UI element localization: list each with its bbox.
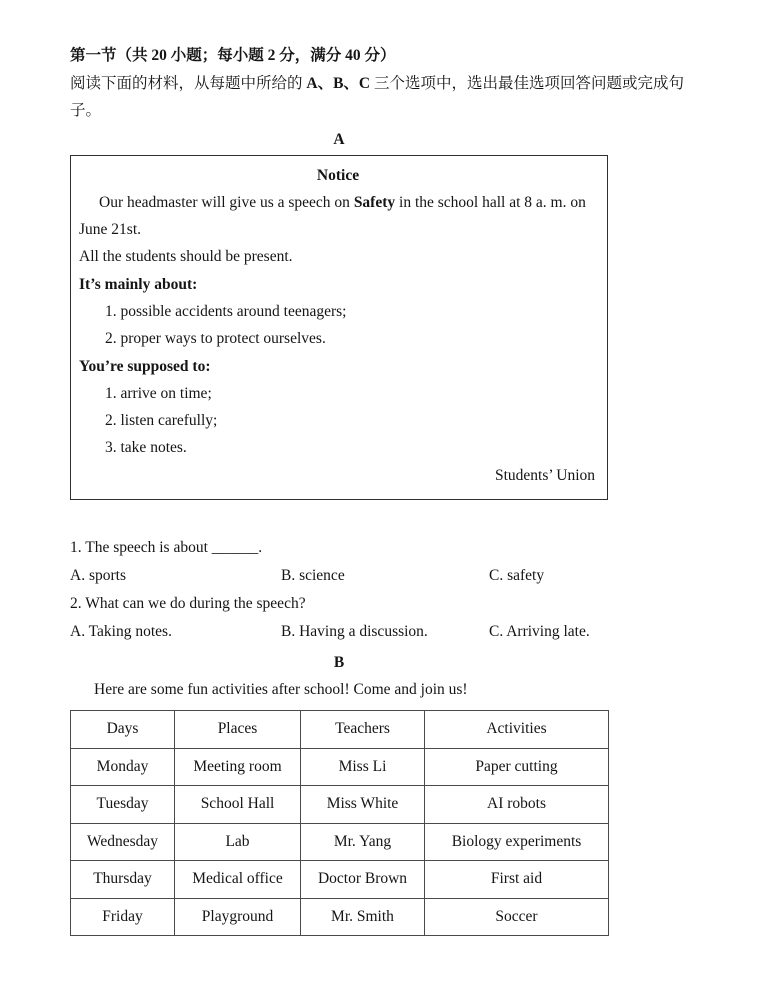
table-cell: Mr. Yang (301, 823, 425, 861)
table-cell: Paper cutting (425, 748, 609, 786)
table-cell: Doctor Brown (301, 861, 425, 899)
question-2-option-b: B. Having a discussion. (281, 623, 428, 641)
notice-box (70, 155, 608, 501)
section-instructions (70, 42, 700, 125)
table-row (71, 898, 609, 936)
notice-supposed-item: 3. take notes. (105, 439, 187, 457)
table-row (71, 823, 609, 861)
question-1-option-b: B. science (281, 567, 345, 585)
table-row (71, 748, 609, 786)
instruction-heading: 第一节（共 20 小题；每小题 2 分，满分 40 分） (70, 47, 396, 64)
table-cell: Friday (71, 898, 175, 936)
section-a-label: A (333, 130, 345, 148)
notice-paragraph-1 (79, 189, 597, 244)
table-header-activities: Activities (425, 711, 609, 749)
table-cell: Playground (175, 898, 301, 936)
notice-title: Notice (316, 166, 360, 184)
question-2-stem: 2. What can we do during the speech? (70, 595, 306, 613)
table-cell: Miss White (301, 786, 425, 824)
section-b-intro: Here are some fun activities after school! Come and join us! (94, 681, 468, 699)
notice-paragraph-2: All the students should be present. (79, 248, 293, 266)
table-header-days: Days (71, 711, 175, 749)
question-1-stem: 1. The speech is about ______. (70, 539, 263, 557)
table-cell: Medical office (175, 861, 301, 899)
table-row (71, 861, 609, 899)
activities-table (70, 710, 609, 936)
instruction-body-pre: 阅读下面的材料，从每题中所给的 (70, 74, 307, 92)
instruction-body-post: 三个选项中，选出最佳选项回答问题或完成句子。 (70, 74, 685, 119)
notice-supposed-item: 2. listen carefully; (105, 412, 218, 430)
table-header-places: Places (175, 711, 301, 749)
table-cell: AI robots (425, 786, 609, 824)
notice-signature: Students’ Union (494, 466, 595, 484)
notice-supposed-heading: You’re supposed to: (79, 357, 211, 375)
table-row (71, 786, 609, 824)
table-cell: Lab (175, 823, 301, 861)
section-b-label: B (333, 654, 345, 672)
notice-mainly-heading: It’s mainly about: (79, 275, 198, 293)
notice-paragraph-1-bold: Safety (353, 193, 396, 211)
notice-paragraph-1-post: in the school hall at 8 a. m. on June 21st. (79, 193, 586, 239)
table-cell: Biology experiments (425, 823, 609, 861)
table-cell: Mr. Smith (301, 898, 425, 936)
question-2-option-a: A. Taking notes. (70, 623, 172, 641)
table-header-row (71, 711, 609, 749)
table-cell: First aid (425, 861, 609, 899)
table-cell: Wednesday (71, 823, 175, 861)
table-cell: Soccer (425, 898, 609, 936)
instruction-body (70, 70, 700, 125)
notice-paragraph-1-pre: Our headmaster will give us a speech on (99, 193, 354, 211)
table-cell: Meeting room (175, 748, 301, 786)
table-cell: School Hall (175, 786, 301, 824)
question-1-options (70, 562, 700, 590)
table-cell: Miss Li (301, 748, 425, 786)
question-1-option-c: C. safety (489, 567, 545, 585)
notice-mainly-item: 2. proper ways to protect ourselves. (105, 330, 326, 348)
table-cell: Monday (71, 748, 175, 786)
question-2-options (70, 618, 700, 646)
question-block (70, 534, 700, 646)
question-2-option-c: C. Arriving late. (489, 623, 590, 641)
question-1-option-a: A. sports (70, 567, 126, 585)
instruction-body-options-bold: A、B、C (306, 74, 371, 92)
notice-mainly-item: 1. possible accidents around teenagers; (105, 302, 347, 320)
table-header-teachers: Teachers (301, 711, 425, 749)
table-cell: Thursday (71, 861, 175, 899)
table-cell: Tuesday (71, 786, 175, 824)
notice-supposed-item: 1. arrive on time; (105, 384, 212, 402)
